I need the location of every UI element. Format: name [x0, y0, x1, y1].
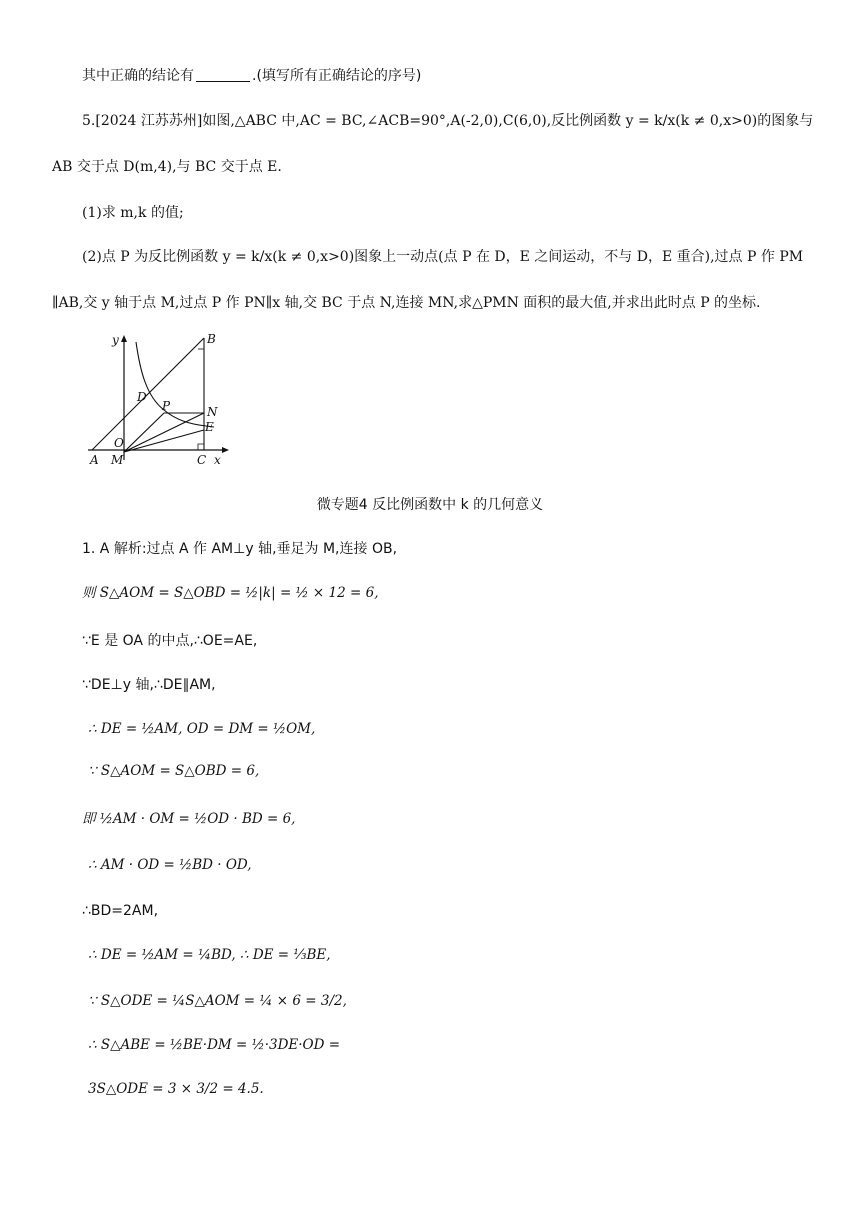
label-o: O — [114, 436, 124, 450]
solution-line-5: ∴ DE = ½AM, OD = DM = ½OM, — [88, 721, 316, 737]
solution-line-8: ∴ AM · OD = ½BD · OD, — [88, 857, 252, 873]
solution-line-12: ∴ S△ABE = ½BE·DM = ½·3DE·OD = — [88, 1037, 341, 1053]
problem5-q2-line2: ∥AB,交 y 轴于点 M,过点 P 作 PN∥x 轴,交 BC 于点 N,连接 MN,求△PMN 面积的最大值,并求出此时点 P 的坐标. — [52, 295, 761, 311]
problem5-figure — [84, 330, 234, 470]
label-d: D — [137, 390, 147, 404]
header-suffix: .(填写所有正确结论的序号) — [252, 68, 422, 84]
solution-line-4: ∵DE⊥y 轴,∴DE∥AM, — [82, 677, 216, 693]
problem5-q1: (1)求 m,k 的值; — [82, 205, 184, 221]
label-c: C — [197, 453, 207, 467]
solution-line-1: 1. A 解析:过点 A 作 AM⊥y 轴,垂足为 M,连接 OB, — [82, 541, 398, 557]
solution-line-13: 3S△ODE = 3 × 3/2 = 4.5. — [88, 1081, 264, 1097]
label-y: y — [112, 333, 119, 347]
y-axis-arrow — [121, 335, 127, 342]
x-axis-arrow — [222, 447, 229, 453]
section-title: 微专题4 反比例函数中 k 的几何意义 — [316, 497, 544, 513]
solution-line-6: ∵ S△AOM = S△OBD = 6, — [88, 763, 260, 779]
line-mn — [124, 413, 204, 452]
problem5-line1: 5.[2024 江苏苏州]如图,△ABC 中,AC = BC,∠ACB=90°,A(-2,0),C(6,0),反比例函数 y = k/x(k ≠ 0,x>0)的图象与 — [82, 113, 814, 129]
solution-line-9: ∴BD=2AM, — [82, 903, 159, 919]
problem5-q2-line1: (2)点 P 为反比例函数 y = k/x(k ≠ 0,x>0)图象上一动点(点 P 在 D，E 之间运动，不与 D，E 重合),过点 P 作 PM — [82, 249, 804, 265]
problem5-line2: AB 交于点 D(m,4),与 BC 交于点 E. — [52, 159, 282, 175]
solution-line-3: ∵E 是 OA 的中点,∴OE=AE, — [82, 633, 258, 649]
answer-blank[interactable] — [196, 67, 250, 82]
label-e: E — [205, 420, 214, 434]
header-text: 其中正确的结论有 — [82, 68, 194, 84]
label-n: N — [207, 405, 218, 419]
label-x: x — [214, 453, 221, 467]
solution-line-2: 则 S△AOM = S△OBD = ½|k| = ½ × 12 = 6, — [82, 585, 379, 601]
solution-line-10: ∴ DE = ½AM = ¼BD, ∴ DE = ⅓BE, — [88, 947, 331, 963]
solution-line-11: ∵ S△ODE = ¼S△AOM = ¼ × 6 = 3/2, — [88, 993, 347, 1009]
label-b: B — [207, 332, 216, 346]
solution-line-7: 即 ½AM · OM = ½OD · BD = 6, — [82, 811, 296, 827]
label-p: P — [162, 399, 171, 413]
label-a: A — [90, 453, 99, 467]
label-m: M — [111, 453, 124, 467]
line-ab — [92, 338, 204, 450]
header-line — [82, 67, 421, 85]
right-angle-c — [198, 444, 204, 450]
